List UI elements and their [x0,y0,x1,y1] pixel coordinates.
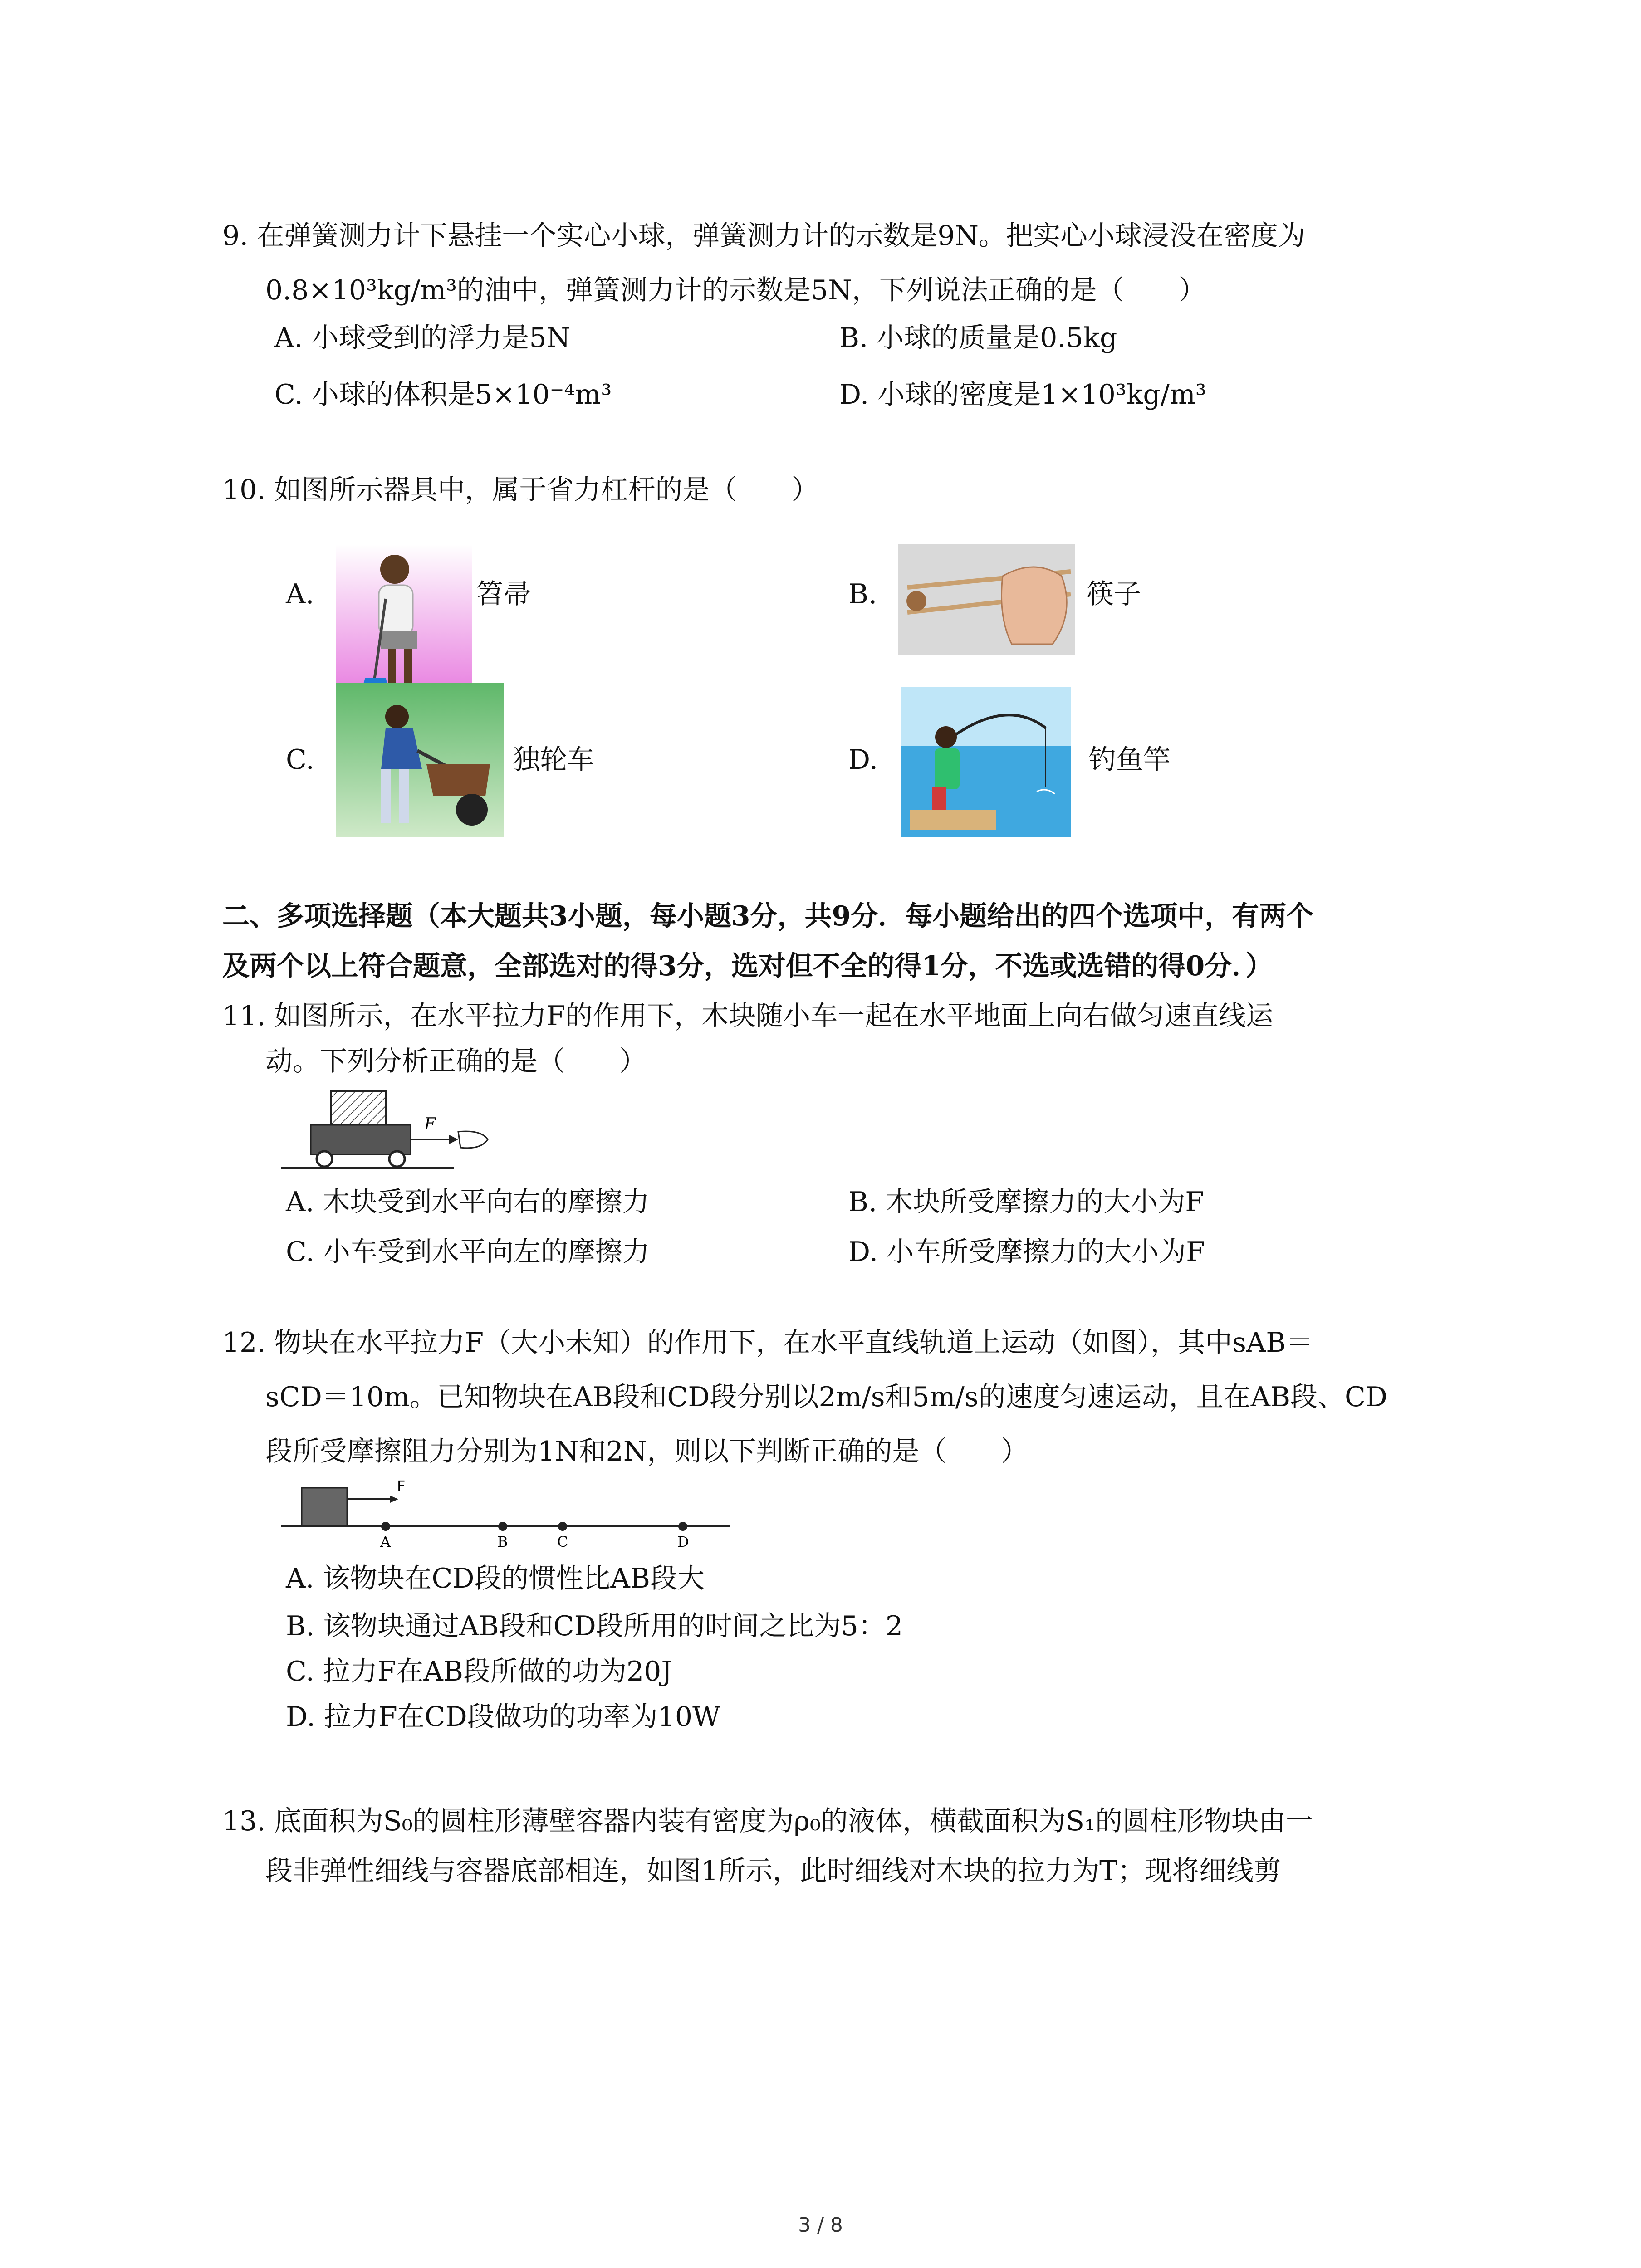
q10-option-b-letter: B. [848,578,877,610]
q9-stem-line1: 9. 在弹簧测力计下悬挂一个实心小球，弹簧测力计的示数是9N。把实心小球浸没在密度为 [222,220,1305,252]
q10-option-c-label: 独轮车 [513,744,594,776]
q11-option-d: D. 小车所受摩擦力的大小为F [848,1236,1205,1268]
q13-stem-line1: 13. 底面积为S₀的圆柱形薄壁容器内装有密度为ρ₀的液体，横截面积为S₁的圆柱形物块由一 [222,1805,1313,1837]
q11-stem-line2: 动。下列分析正确的是（ ） [265,1046,647,1077]
section2-heading-line2: 及两个以上符合题意，全部选对的得3分，选对但不全的得1分，不选或选错的得0分．） [222,950,1273,982]
q9-option-a: A. 小球受到的浮力是5N [274,322,571,354]
q11-option-a: A. 木块受到水平向右的摩擦力 [286,1186,650,1218]
wheelbarrow-image [336,683,504,837]
cart-figure-force-label: F [424,1115,436,1134]
q12-stem-line1: 12. 物块在水平拉力F（大小未知）的作用下，在水平直线轨道上运动（如图），其中sAB＝ [222,1327,1313,1359]
broom-image [336,544,472,694]
q10-option-a-label: 笤帚 [476,578,531,610]
q10-option-d-label: 钓鱼竿 [1089,744,1171,776]
q11-option-b: B. 木块所受摩擦力的大小为F [848,1186,1204,1218]
q9-option-c: C. 小球的体积是5×10⁻⁴m³ [274,379,612,411]
q10-option-d-letter: D. [848,744,878,776]
cart-block-figure [281,1084,490,1175]
q12-option-a: A. 该物块在CD段的惯性比AB段大 [286,1563,705,1594]
q9-stem-line2: 0.8×10³kg/m³的油中，弹簧测力计的示数是5N，下列说法正确的是（ ） [265,274,1206,306]
q12-option-d: D. 拉力F在CD段做功的功率为10W [286,1701,720,1733]
q9-option-d: D. 小球的密度是1×10³kg/m³ [839,379,1206,411]
track-figure [281,1476,735,1549]
q10-option-b-label: 筷子 [1087,578,1141,610]
q12-stem-line3: 段所受摩擦阻力分别为1N和2N，则以下判断正确的是（ ） [265,1436,1029,1467]
track-point-d: D [677,1533,689,1549]
q11-stem-line1: 11. 如图所示，在水平拉力F的作用下，木块随小车一起在水平地面上向右做匀速直线运 [222,1000,1274,1032]
chopsticks-image [898,544,1075,655]
q12-option-c: C. 拉力F在AB段所做的功为20J [286,1656,672,1687]
fishing-rod-image [901,687,1071,837]
q10-option-c-letter: C. [286,744,314,776]
section2-heading-line1: 二、多项选择题（本大题共3小题，每小题3分，共9分．每小题给出的四个选项中，有两个 [222,900,1314,932]
page-number: 3 / 8 [798,2214,843,2237]
q12-stem-line2: sCD＝10m。已知物块在AB段和CD段分别以2m/s和5m/s的速度匀速运动，且在AB段、CD [265,1381,1388,1413]
track-point-b: B [497,1533,508,1549]
q12-option-b: B. 该物块通过AB段和CD段所用的时间之比为5：2 [286,1610,903,1642]
q10-option-a-letter: A. [286,578,314,610]
track-point-c: C [557,1533,568,1549]
q11-option-c: C. 小车受到水平向左的摩擦力 [286,1236,650,1268]
track-point-a: A [380,1533,391,1549]
q9-option-b: B. 小球的质量是0.5kg [839,322,1117,354]
q13-stem-line2: 段非弹性细线与容器底部相连，如图1所示，此时细线对木块的拉力为T；现将细线剪 [265,1855,1281,1887]
track-force-label: F [397,1477,406,1495]
q10-stem: 10. 如图所示器具中，属于省力杠杆的是（ ） [222,474,819,506]
